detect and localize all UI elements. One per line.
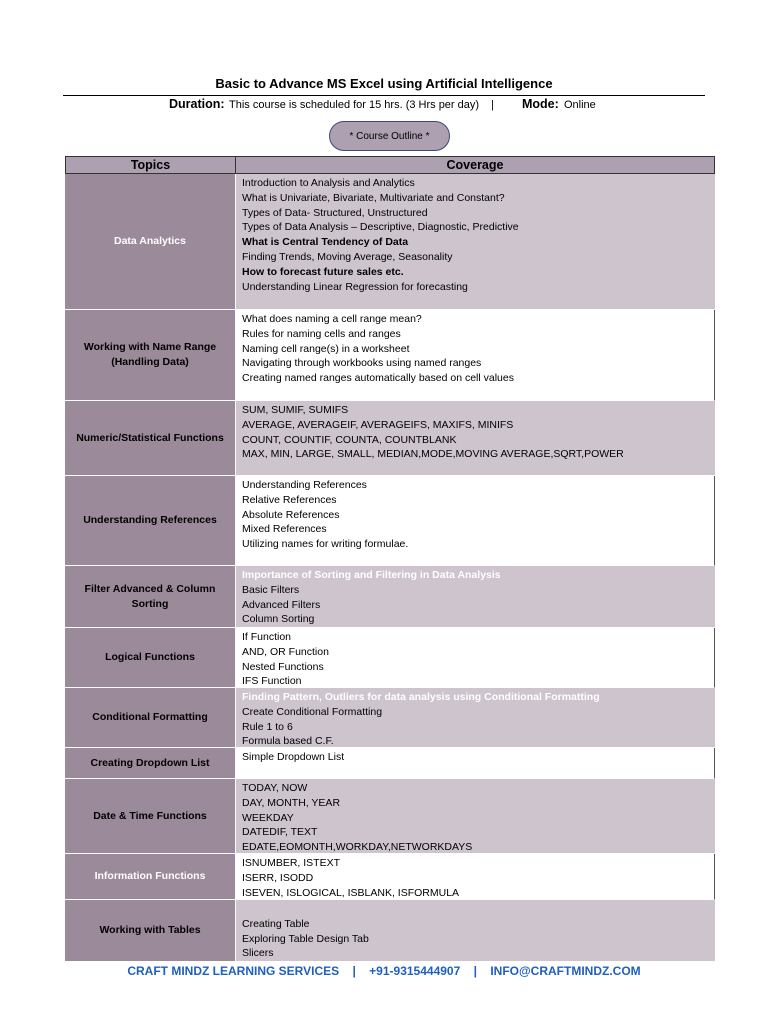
duration-label: Duration: <box>169 97 225 111</box>
mode-text: Online <box>564 99 596 111</box>
topic-cell: Filter Advanced & Column Sorting <box>65 566 235 628</box>
table-row <box>65 900 715 962</box>
coverage-item: Advanced Filters <box>242 598 321 611</box>
coverage-item: ISNUMBER, ISTEXT <box>242 857 341 869</box>
topic-cell: Logical Functions <box>65 628 235 688</box>
coverage-item: IFS Function <box>242 675 302 688</box>
coverage-item: Rules for naming cells and ranges <box>242 327 401 340</box>
table-row <box>65 566 715 628</box>
course-table <box>65 156 715 962</box>
table-row <box>65 688 715 748</box>
coverage-item <box>242 902 715 917</box>
topic-cell: Data Analytics <box>65 174 235 310</box>
table-row <box>65 628 715 688</box>
topic-cell: Working with Name Range (Handling Data) <box>65 310 235 401</box>
coverage-item: Utilizing names for writing formulae. <box>242 538 409 551</box>
coverage-item: What is Univariate, Bivariate, Multivariate and Constant? <box>242 191 505 204</box>
coverage-item: What is Central Tendency of Data <box>242 236 409 249</box>
footer-phone[interactable]: +91-9315444907 <box>369 964 461 978</box>
table-row <box>65 779 715 854</box>
coverage-item: TODAY, NOW <box>242 782 308 794</box>
coverage-item: Finding Pattern, Outliers for data analysis using Conditional Formatting <box>242 691 600 703</box>
header-topics: Topics <box>65 156 236 174</box>
table-row <box>65 854 715 900</box>
footer-email[interactable]: INFO@CRAFTMINDZ.COM <box>490 964 641 978</box>
table-row <box>65 748 715 779</box>
info-separator: | <box>491 99 494 111</box>
coverage-item: Importance of Sorting and Filtering in Data Analysis <box>242 569 501 581</box>
table-row <box>65 310 715 401</box>
coverage-cell <box>236 779 715 854</box>
mode-label: Mode: <box>522 97 559 111</box>
footer-company: CRAFT MINDZ LEARNING SERVICES <box>127 964 340 978</box>
coverage-item: Exploring Table Design Tab <box>242 932 369 945</box>
coverage-item: Slicers <box>242 947 274 960</box>
topic-cell: Numeric/Statistical Functions <box>65 401 235 476</box>
coverage-item: AVERAGE, AVERAGEIF, AVERAGEIFS, MAXIFS, MINIFS <box>242 418 514 431</box>
coverage-cell <box>236 688 715 748</box>
coverage-item: SUM, SUMIF, SUMIFS <box>242 404 349 416</box>
coverage-item: Rule 1 to 6 <box>242 720 293 733</box>
coverage-item: Column Sorting <box>242 613 315 626</box>
coverage-cell <box>236 401 715 476</box>
coverage-item: Naming cell range(s) in a worksheet <box>242 342 410 355</box>
coverage-item: Formula based C.F. <box>242 735 334 748</box>
coverage-item: DAY, MONTH, YEAR <box>242 796 341 809</box>
coverage-cell <box>236 174 715 310</box>
table-row <box>65 401 715 476</box>
coverage-item: Navigating through workbooks using named ranges <box>242 357 482 370</box>
coverage-item: What does naming a cell range mean? <box>242 313 422 325</box>
coverage-item: Introduction to Analysis and Analytics <box>242 177 415 189</box>
coverage-item: Finding Trends, Moving Average, Seasonality <box>242 250 453 263</box>
coverage-item: Relative References <box>242 493 337 506</box>
coverage-cell <box>236 476 715 566</box>
coverage-item: Types of Data Analysis – Descriptive, Diagnostic, Predictive <box>242 221 519 234</box>
coverage-cell <box>236 854 715 900</box>
coverage-item: Types of Data- Structured, Unstructured <box>242 206 428 219</box>
course-outline-badge: * Course Outline * <box>329 121 450 151</box>
footer-contact <box>0 964 768 978</box>
coverage-item: How to forecast future sales etc. <box>242 265 404 278</box>
topic-cell: Conditional Formatting <box>65 688 235 748</box>
coverage-item: Basic Filters <box>242 583 300 596</box>
footer-separator: | <box>473 964 477 978</box>
coverage-item: WEEKDAY <box>242 811 294 824</box>
duration-text: This course is scheduled for 15 hrs. (3 Hrs per day) <box>229 99 480 111</box>
coverage-item: Understanding References <box>242 479 367 491</box>
topic-cell: Date & Time Functions <box>65 779 235 854</box>
title-rule <box>63 95 705 96</box>
coverage-cell <box>236 310 715 401</box>
coverage-cell <box>236 628 715 688</box>
header-coverage: Coverage <box>235 156 715 174</box>
coverage-cell <box>236 900 715 962</box>
table-row <box>65 174 715 310</box>
coverage-item: Creating Table <box>242 917 310 930</box>
coverage-item: EDATE,EOMONTH,WORKDAY,NETWORKDAYS <box>242 841 473 854</box>
coverage-item: Creating named ranges automatically based on cell values <box>242 372 514 385</box>
coverage-item: MAX, MIN, LARGE, SMALL, MEDIAN,MODE,MOVING AVERAGE,SQRT,POWER <box>242 448 624 461</box>
document-title: Basic to Advance MS Excel using Artificial Intelligence <box>215 76 553 91</box>
coverage-item: Simple Dropdown List <box>242 751 345 763</box>
coverage-item: Mixed References <box>242 523 327 536</box>
coverage-cell <box>236 566 715 628</box>
coverage-item: If Function <box>242 631 292 643</box>
coverage-item: Create Conditional Formatting <box>242 705 383 718</box>
coverage-item: Absolute References <box>242 508 340 521</box>
coverage-item: ISERR, ISODD <box>242 871 314 884</box>
coverage-item: Nested Functions <box>242 660 324 673</box>
topic-cell: Working with Tables <box>65 900 235 962</box>
coverage-item: Understanding Linear Regression for forecasting <box>242 280 468 293</box>
footer-separator: | <box>352 964 356 978</box>
topic-cell: Understanding References <box>65 476 235 566</box>
coverage-cell <box>236 748 715 779</box>
topic-cell: Information Functions <box>65 854 235 900</box>
table-row <box>65 476 715 566</box>
coverage-item: DATEDIF, TEXT <box>242 826 318 839</box>
coverage-item: COUNT, COUNTIF, COUNTA, COUNTBLANK <box>242 433 457 446</box>
topic-cell: Creating Dropdown List <box>65 748 235 779</box>
coverage-item: ISEVEN, ISLOGICAL, ISBLANK, ISFORMULA <box>242 886 460 899</box>
coverage-item: AND, OR Function <box>242 645 329 658</box>
